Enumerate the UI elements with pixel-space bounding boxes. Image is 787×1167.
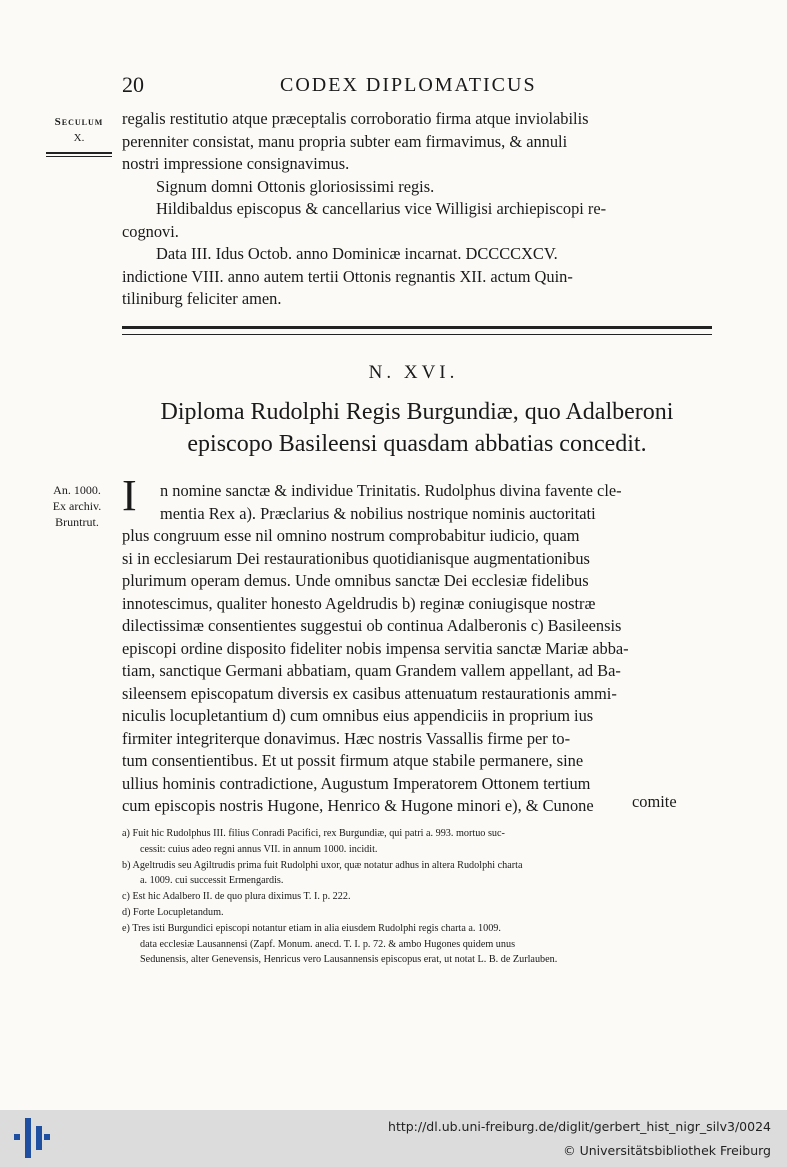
footnote-e-cont: Sedunensis, alter Genevensis, Henricus vero Lausannensis episcopus erat, ut notat L. B. de Zurlauben. <box>140 954 558 966</box>
title-line-2: episcopo Basileensi quasdam abbatias concedit. <box>187 431 647 457</box>
body-line: niculis locupletantium d) cum omnibus eius appendiciis in proprium ius <box>122 706 594 725</box>
seculum-number: X. <box>73 132 85 144</box>
body-line: firmiter integriterque donavimus. Hæc nostris Vassallis firme per to- <box>122 728 571 748</box>
text-line: Data III. Idus Octob. anno Dominicæ incarnat. DCCCCXCV. <box>156 244 558 263</box>
footnote-d: d) Forte Locupletandum. <box>122 906 224 918</box>
body-line: tiam, sanctique Germani abbatiam, quam Grandem vallem appellant, ad Ba- <box>122 661 621 680</box>
page-number: 20 <box>122 72 144 97</box>
body-line: episcopi ordine disposito fideliter nobis impensa servitia sanctæ Mariæ abba- <box>122 638 629 658</box>
margin-source-line: Bruntrut. <box>55 515 99 529</box>
body-line: sileensem episcopatum diversis ex casibus attenuatum restaurationis ammi- <box>122 683 617 703</box>
body-line: mentia Rex a). Præclarius & nobilius nostrique nominis auctoritati <box>160 503 596 523</box>
ub-freiburg-logo-icon[interactable] <box>14 1118 50 1158</box>
text-line: indictione VIII. anno autem tertii Ottonis regnantis XII. actum Quin- <box>122 266 573 286</box>
catchword: comite <box>632 792 677 811</box>
footnote-b: b) Ageltrudis seu Agiltrudis prima fuit Rudolphi uxor, quæ notatur adhus in altera Rudolphi charta <box>122 859 523 871</box>
page-header <box>122 72 712 102</box>
body-line: si in ecclesiarum Dei restaurationibus quotidianisque augmentationibus <box>122 548 590 568</box>
margin-source-line: Ex archiv. <box>52 499 102 513</box>
margin-date-line: An. 1000. <box>53 483 101 497</box>
footnote-c: c) Est hic Adalbero II. de quo plura diximus T. I. p. 222. <box>122 891 351 903</box>
body-line: n nomine sanctæ & individue Trinitatis. Rudolphus divina favente cle- <box>160 481 622 500</box>
footnote-e: e) Tres isti Burgundici episcopi notantur etiam in alia eiusdem Rudolphi regis charta a. 1009. <box>122 922 501 934</box>
body-line: ullius hominis contradictione, Augustum Imperatorem Ottonem tertium <box>122 773 591 793</box>
footnote-a: a) Fuit hic Rudolphus III. filius Conradi Pacifici, rex Burgundiæ, qui patri a. 993. mortuo suc- <box>122 828 505 839</box>
text-line: cognovi. <box>122 221 179 241</box>
title-line-1: Diploma Rudolphi Regis Burgundiæ, quo Adalberoni <box>160 399 674 425</box>
viewer-footer <box>0 1110 787 1167</box>
margin-rule-thin <box>46 156 112 157</box>
body-line: cum episcopis nostris Hugone, Henrico & Hugone minori e), & Cunone <box>122 796 594 815</box>
text-line: nostri impressione consignavimus. <box>122 154 350 173</box>
document-body <box>122 480 710 818</box>
footnote-a-cont: cessit: cuius adeo regni annus VII. in annum 1000. incidit. <box>140 843 378 855</box>
footnote-b-cont: a. 1009. cui successit Ermengardis. <box>140 875 284 887</box>
seculum-label: Seculum <box>54 116 104 128</box>
footnote-e-cont: data ecclesiæ Lausannensi (Zapf. Monum. anecd. T. I. p. 72. & ambo Hugones quidem unus <box>140 938 516 950</box>
body-line: plus congruum esse nil omnino nostrum comprobabitur iudicio, quam <box>122 526 580 545</box>
body-line: plurimum operam demus. Unde omnibus sanctæ Dei ecclesiæ fidelibus <box>122 571 589 590</box>
text-line: regalis restitutio atque præceptalis corroboratio firma atque inviolabilis <box>122 109 589 128</box>
section-divider <box>122 326 712 335</box>
top-text-block <box>122 108 710 311</box>
text-line: Hildibaldus episcopus & cancellarius vice Willigisi archiepiscopi re- <box>156 199 607 218</box>
running-title: CODEX DIPLOMATICUS <box>280 74 537 96</box>
permalink-url[interactable]: http://dl.ub.uni-freiburg.de/diglit/gerbert_hist_nigr_silv3/0024 <box>388 1119 771 1134</box>
body-line: dilectissimæ consentientes suggestui ob continua Adalberonis c) Basileensis <box>122 616 622 635</box>
document-title <box>122 396 712 460</box>
body-line: innotescimus, qualiter honesto Ageldrudis b) reginæ coniugisque nostræ <box>122 593 596 613</box>
copyright-notice: © Universitätsbibliothek Freiburg <box>563 1143 771 1158</box>
body-line: tum consentientibus. Et ut possit firmum atque stabile permanere, sine <box>122 751 584 770</box>
text-line: Signum domni Ottonis gloriosissimi regis. <box>156 176 435 196</box>
text-line: perenniter consistat, manu propria subter eam firmavimus, & annuli <box>122 131 568 151</box>
drop-cap: I <box>122 471 137 520</box>
margin-rule <box>46 152 112 154</box>
document-number: N. XVI. <box>368 362 459 383</box>
margin-note-date <box>40 482 114 530</box>
margin-note-seculum <box>46 114 112 157</box>
text-line: tiliniburg feliciter amen. <box>122 289 282 308</box>
footnotes <box>122 826 712 968</box>
